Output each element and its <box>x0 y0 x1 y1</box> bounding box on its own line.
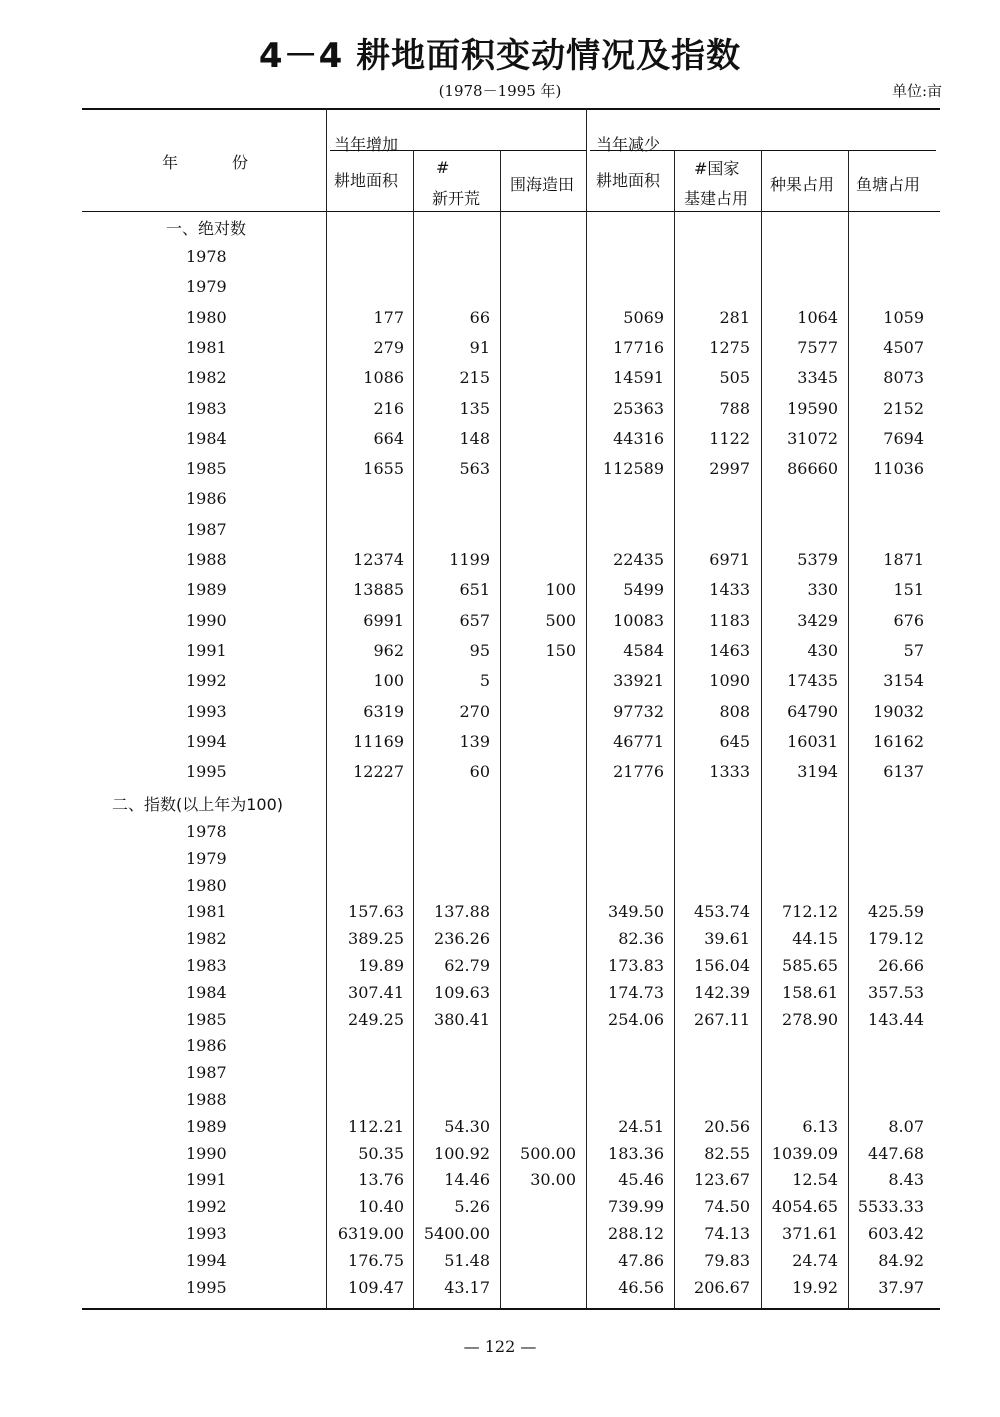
table-row <box>0 429 1000 453</box>
cell-value: 1122 <box>709 429 750 448</box>
row-year: 1991 <box>186 641 227 660</box>
header-bottom-rule <box>82 211 940 212</box>
cell-value: 8.07 <box>888 1117 924 1136</box>
cell-value: 1090 <box>709 671 750 690</box>
cell-value: 206.67 <box>694 1278 750 1297</box>
table-row <box>0 849 1000 873</box>
cell-value: 254.06 <box>608 1010 664 1029</box>
cell-value: 2152 <box>883 399 924 418</box>
cell-value: 173.83 <box>608 956 664 975</box>
table-row <box>0 1117 1000 1141</box>
cell-value: 7577 <box>797 338 838 357</box>
table-row <box>0 876 1000 900</box>
cell-value: 357.53 <box>868 983 924 1002</box>
header-fishpond-use: 鱼塘占用 <box>856 175 921 194</box>
top-rule <box>82 108 940 110</box>
cell-value: 288.12 <box>608 1224 664 1243</box>
cell-value: 37.97 <box>878 1278 924 1297</box>
cell-value: 215 <box>459 368 490 387</box>
row-year: 1983 <box>186 399 227 418</box>
cell-value: 143.44 <box>868 1010 924 1029</box>
cell-value: 19032 <box>873 702 924 721</box>
cell-value: 5400.00 <box>423 1224 490 1243</box>
cell-value: 30.00 <box>530 1170 576 1189</box>
cell-value: 137.88 <box>434 902 490 921</box>
cell-value: 267.11 <box>694 1010 750 1029</box>
cell-value: 66 <box>469 308 490 327</box>
cell-value: 148 <box>459 429 490 448</box>
cell-value: 425.59 <box>868 902 924 921</box>
table-row <box>0 399 1000 423</box>
table-row <box>0 1090 1000 1114</box>
header-increase-area: 耕地面积 <box>334 171 399 190</box>
cell-value: 500.00 <box>520 1144 576 1163</box>
row-year: 1994 <box>186 1251 227 1270</box>
table-row <box>0 580 1000 604</box>
cell-value: 278.90 <box>782 1010 838 1029</box>
cell-value: 174.73 <box>608 983 664 1002</box>
cell-value: 16031 <box>787 732 838 751</box>
cell-value: 563 <box>459 459 490 478</box>
header-state-construction-b: 基建占用 <box>684 189 749 208</box>
table-row <box>0 822 1000 846</box>
cell-value: 12374 <box>353 550 404 569</box>
cell-value: 46.56 <box>618 1278 664 1297</box>
table-row <box>0 247 1000 271</box>
cell-value: 84.92 <box>878 1251 924 1270</box>
table-row <box>0 338 1000 362</box>
cell-value: 307.41 <box>348 983 404 1002</box>
cell-value: 5.26 <box>454 1197 490 1216</box>
cell-value: 86660 <box>787 459 838 478</box>
cell-value: 4507 <box>883 338 924 357</box>
cell-value: 5 <box>479 671 490 690</box>
cell-value: 109.63 <box>434 983 490 1002</box>
cell-value: 100 <box>373 671 404 690</box>
row-year: 1985 <box>186 1010 227 1029</box>
cell-value: 100.92 <box>434 1144 490 1163</box>
cell-value: 330 <box>807 580 838 599</box>
table-row <box>0 1224 1000 1248</box>
cell-value: 25363 <box>613 399 664 418</box>
cell-value: 676 <box>893 611 924 630</box>
table-row <box>0 277 1000 301</box>
cell-value: 47.86 <box>618 1251 664 1270</box>
cell-value: 44316 <box>613 429 664 448</box>
table-row <box>0 1170 1000 1194</box>
table-subtitle: (1978－1995 年) <box>438 82 562 100</box>
table-row <box>0 1251 1000 1275</box>
cell-value: 11036 <box>873 459 924 478</box>
cell-value: 95 <box>469 641 490 660</box>
cell-value: 16162 <box>873 732 924 751</box>
cell-value: 380.41 <box>434 1010 490 1029</box>
cell-value: 123.67 <box>694 1170 750 1189</box>
header-sea-reclaim: 围海造田 <box>510 175 575 194</box>
cell-value: 1059 <box>883 308 924 327</box>
cell-value: 64790 <box>787 702 838 721</box>
cell-value: 79.83 <box>704 1251 750 1270</box>
cell-value: 24.51 <box>618 1117 664 1136</box>
cell-value: 19590 <box>787 399 838 418</box>
table-row <box>0 983 1000 1007</box>
header-new-reclaim: 新开荒 <box>432 189 481 208</box>
header-year-b: 份 <box>232 153 249 172</box>
table-row <box>0 459 1000 483</box>
row-year: 1993 <box>186 1224 227 1243</box>
cell-value: 142.39 <box>694 983 750 1002</box>
cell-value: 112589 <box>602 459 664 478</box>
cell-value: 1086 <box>363 368 404 387</box>
row-year: 1981 <box>186 902 227 921</box>
cell-value: 500 <box>545 611 576 630</box>
table-row <box>0 929 1000 953</box>
cell-value: 54.30 <box>444 1117 490 1136</box>
cell-value: 91 <box>469 338 490 357</box>
table-row <box>0 1036 1000 1060</box>
cell-value: 447.68 <box>868 1144 924 1163</box>
cell-value: 179.12 <box>868 929 924 948</box>
cell-value: 57 <box>903 641 924 660</box>
row-year: 1988 <box>186 550 227 569</box>
row-year: 1989 <box>186 580 227 599</box>
cell-value: 17435 <box>787 671 838 690</box>
cell-value: 51.48 <box>444 1251 490 1270</box>
cell-value: 3154 <box>883 671 924 690</box>
cell-value: 1463 <box>709 641 750 660</box>
cell-value: 389.25 <box>348 929 404 948</box>
table-row <box>0 308 1000 332</box>
cell-value: 645 <box>719 732 750 751</box>
cell-value: 20.56 <box>704 1117 750 1136</box>
table-row <box>0 1197 1000 1221</box>
cell-value: 82.55 <box>704 1144 750 1163</box>
cell-value: 100 <box>545 580 576 599</box>
row-year: 1984 <box>186 983 227 1002</box>
row-year: 1984 <box>186 429 227 448</box>
cell-value: 13885 <box>353 580 404 599</box>
table-row <box>0 1010 1000 1034</box>
cell-value: 6.13 <box>802 1117 838 1136</box>
cell-value: 712.12 <box>782 902 838 921</box>
bottom-rule <box>82 1308 940 1310</box>
cell-value: 12.54 <box>792 1170 838 1189</box>
cell-value: 1199 <box>449 550 490 569</box>
cell-value: 176.75 <box>348 1251 404 1270</box>
cell-value: 236.26 <box>434 929 490 948</box>
cell-value: 651 <box>459 580 490 599</box>
cell-value: 808 <box>719 702 750 721</box>
cell-value: 1871 <box>883 550 924 569</box>
cell-value: 249.25 <box>348 1010 404 1029</box>
cell-value: 82.36 <box>618 929 664 948</box>
cell-value: 97732 <box>613 702 664 721</box>
cell-value: 158.61 <box>782 983 838 1002</box>
cell-value: 150 <box>545 641 576 660</box>
table-row <box>0 762 1000 786</box>
cell-value: 183.36 <box>608 1144 664 1163</box>
cell-value: 1064 <box>797 308 838 327</box>
cell-value: 46771 <box>613 732 664 751</box>
cell-value: 270 <box>459 702 490 721</box>
cell-value: 430 <box>807 641 838 660</box>
cell-value: 13.76 <box>358 1170 404 1189</box>
row-year: 1980 <box>186 876 227 895</box>
cell-value: 5379 <box>797 550 838 569</box>
section-label: 一、绝对数 <box>166 219 247 238</box>
cell-value: 2997 <box>709 459 750 478</box>
cell-value: 33921 <box>613 671 664 690</box>
cell-value: 109.47 <box>348 1278 404 1297</box>
row-year: 1990 <box>186 611 227 630</box>
row-year: 1990 <box>186 1144 227 1163</box>
cell-value: 585.65 <box>782 956 838 975</box>
cell-value: 5069 <box>623 308 664 327</box>
cell-value: 24.74 <box>792 1251 838 1270</box>
cell-value: 1275 <box>709 338 750 357</box>
table-row <box>0 902 1000 926</box>
cell-value: 11169 <box>353 732 404 751</box>
cell-value: 44.15 <box>792 929 838 948</box>
row-year: 1980 <box>186 308 227 327</box>
cell-value: 6137 <box>883 762 924 781</box>
table-row <box>0 1063 1000 1087</box>
table-row <box>0 1278 1000 1302</box>
cell-value: 664 <box>373 429 404 448</box>
cell-value: 19.92 <box>792 1278 838 1297</box>
header-group-decrease: 当年减少 <box>596 135 661 154</box>
cell-value: 349.50 <box>608 902 664 921</box>
cell-value: 14.46 <box>444 1170 490 1189</box>
cell-value: 151 <box>893 580 924 599</box>
row-year: 1981 <box>186 338 227 357</box>
table-row <box>0 550 1000 574</box>
cell-value: 6991 <box>363 611 404 630</box>
cell-value: 788 <box>719 399 750 418</box>
row-year: 1992 <box>186 671 227 690</box>
cell-value: 10083 <box>613 611 664 630</box>
cell-value: 12227 <box>353 762 404 781</box>
header-new-reclaim-mark: # <box>436 158 450 177</box>
row-year: 1982 <box>186 929 227 948</box>
section-label: 二、指数(以上年为100) <box>112 795 284 814</box>
cell-value: 603.42 <box>868 1224 924 1243</box>
cell-value: 6971 <box>709 550 750 569</box>
page-number: — 122 — <box>463 1337 537 1356</box>
row-year: 1989 <box>186 1117 227 1136</box>
cell-value: 216 <box>373 399 404 418</box>
row-year: 1992 <box>186 1197 227 1216</box>
cell-value: 14591 <box>613 368 664 387</box>
row-year: 1995 <box>186 1278 227 1297</box>
cell-value: 1039.09 <box>771 1144 838 1163</box>
table-row <box>0 732 1000 756</box>
header-state-construction-a: #国家 <box>694 159 740 178</box>
row-year: 1987 <box>186 1063 227 1082</box>
cell-value: 1655 <box>363 459 404 478</box>
cell-value: 22435 <box>613 550 664 569</box>
table-row <box>0 671 1000 695</box>
cell-value: 6319 <box>363 702 404 721</box>
header-year-a: 年 <box>162 153 179 172</box>
cell-value: 5533.33 <box>857 1197 924 1216</box>
cell-value: 657 <box>459 611 490 630</box>
cell-value: 21776 <box>613 762 664 781</box>
row-year: 1991 <box>186 1170 227 1189</box>
cell-value: 1433 <box>709 580 750 599</box>
cell-value: 45.46 <box>618 1170 664 1189</box>
cell-value: 279 <box>373 338 404 357</box>
cell-value: 5499 <box>623 580 664 599</box>
cell-value: 3194 <box>797 762 838 781</box>
row-year: 1986 <box>186 489 227 508</box>
row-year: 1995 <box>186 762 227 781</box>
page-title: 4－4 耕地面积变动情况及指数 <box>258 36 742 76</box>
cell-value: 7694 <box>883 429 924 448</box>
table-row <box>0 1144 1000 1168</box>
cell-value: 1333 <box>709 762 750 781</box>
cell-value: 10.40 <box>358 1197 404 1216</box>
cell-value: 6319.00 <box>337 1224 404 1243</box>
cell-value: 135 <box>459 399 490 418</box>
row-year: 1994 <box>186 732 227 751</box>
cell-value: 50.35 <box>358 1144 404 1163</box>
cell-value: 3345 <box>797 368 838 387</box>
cell-value: 43.17 <box>444 1278 490 1297</box>
cell-value: 4584 <box>623 641 664 660</box>
cell-value: 4054.65 <box>771 1197 838 1216</box>
table-row <box>0 520 1000 544</box>
cell-value: 74.13 <box>704 1224 750 1243</box>
cell-value: 962 <box>373 641 404 660</box>
cell-value: 1183 <box>709 611 750 630</box>
cell-value: 157.63 <box>348 902 404 921</box>
cell-value: 60 <box>469 762 490 781</box>
cell-value: 139 <box>459 732 490 751</box>
cell-value: 31072 <box>787 429 838 448</box>
row-year: 1988 <box>186 1090 227 1109</box>
row-year: 1978 <box>186 822 227 841</box>
cell-value: 453.74 <box>694 902 750 921</box>
cell-value: 17716 <box>613 338 664 357</box>
cell-value: 19.89 <box>358 956 404 975</box>
cell-value: 281 <box>719 308 750 327</box>
cell-value: 8.43 <box>888 1170 924 1189</box>
cell-value: 8073 <box>883 368 924 387</box>
row-year: 1982 <box>186 368 227 387</box>
row-year: 1978 <box>186 247 227 266</box>
cell-value: 505 <box>719 368 750 387</box>
table-row <box>0 956 1000 980</box>
row-year: 1985 <box>186 459 227 478</box>
row-year: 1993 <box>186 702 227 721</box>
row-year: 1979 <box>186 849 227 868</box>
cell-value: 26.66 <box>878 956 924 975</box>
header-decrease-area: 耕地面积 <box>596 171 661 190</box>
header-group-increase: 当年增加 <box>334 135 399 154</box>
table-row <box>0 611 1000 635</box>
cell-value: 39.61 <box>704 929 750 948</box>
cell-value: 112.21 <box>348 1117 404 1136</box>
row-year: 1979 <box>186 277 227 296</box>
cell-value: 156.04 <box>694 956 750 975</box>
cell-value: 62.79 <box>444 956 490 975</box>
row-year: 1987 <box>186 520 227 539</box>
table-row <box>0 641 1000 665</box>
row-year: 1983 <box>186 956 227 975</box>
table-row <box>0 702 1000 726</box>
row-year: 1986 <box>186 1036 227 1055</box>
cell-value: 371.61 <box>782 1224 838 1243</box>
cell-value: 739.99 <box>608 1197 664 1216</box>
cell-value: 74.50 <box>704 1197 750 1216</box>
unit-label: 单位:亩 <box>891 82 942 100</box>
cell-value: 177 <box>373 308 404 327</box>
header-orchard-use: 种果占用 <box>770 175 835 194</box>
cell-value: 3429 <box>797 611 838 630</box>
table-row <box>0 368 1000 392</box>
table-row <box>0 489 1000 513</box>
